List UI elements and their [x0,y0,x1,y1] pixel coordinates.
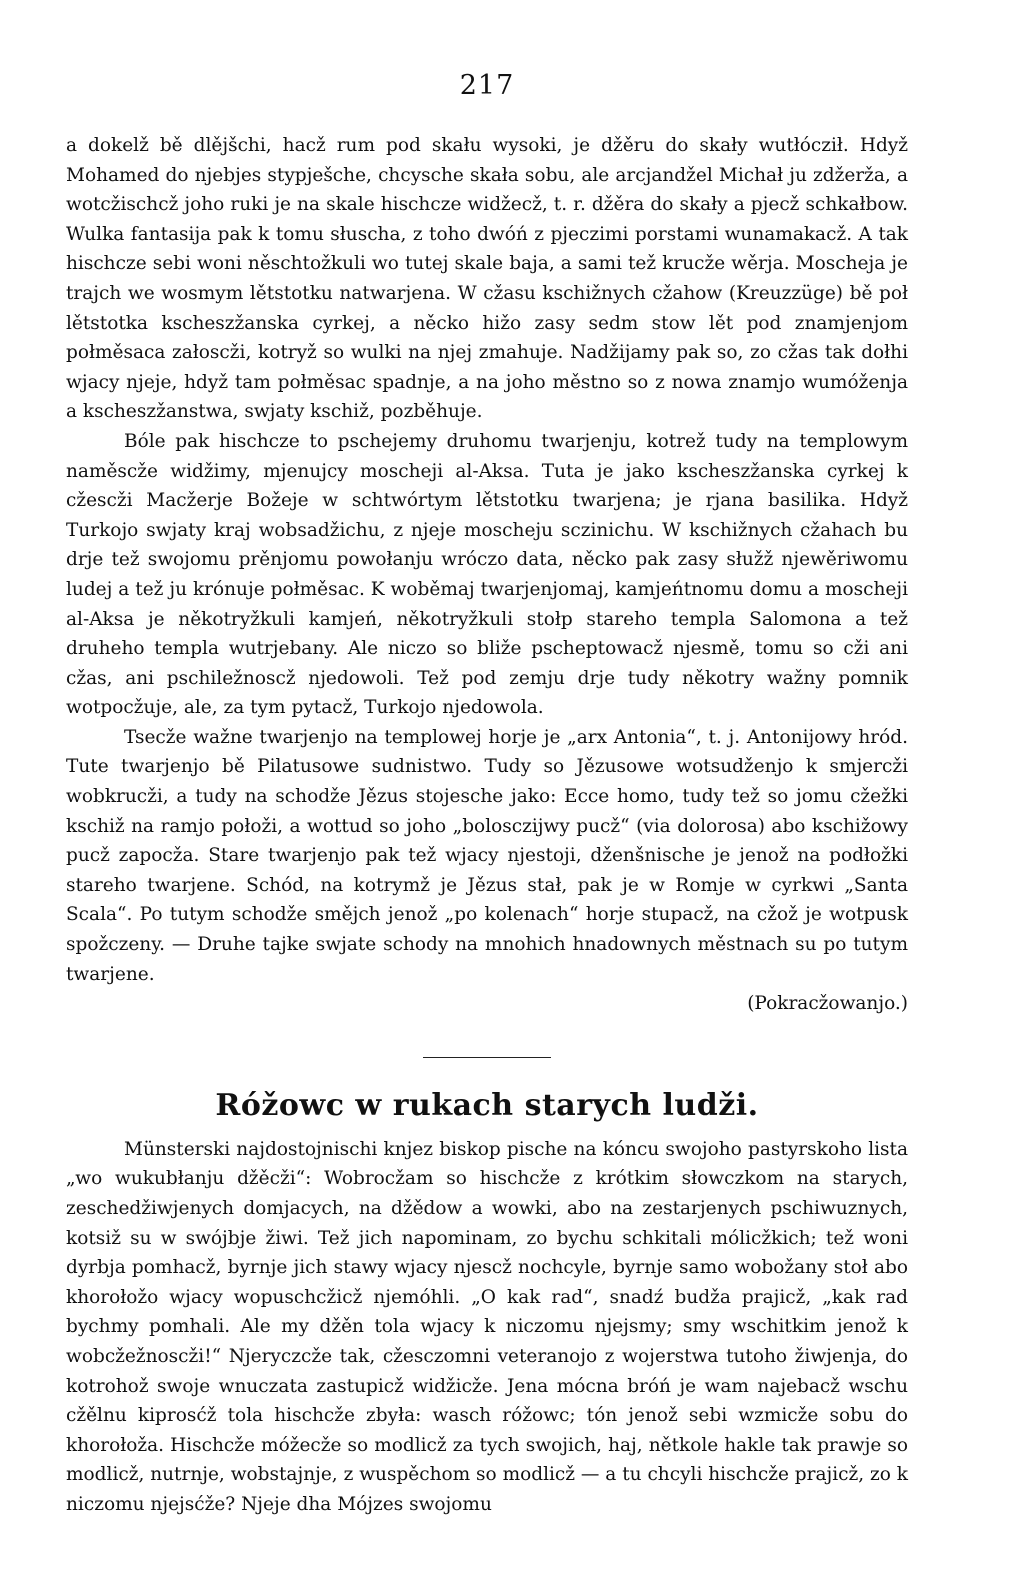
paragraph: Tsecže wažne twarjenjo na templowej horje je „arx Antonia“, t. j. Antonijowy hród. Tute twarjenjo bě Pilatusowe sudnistwo. Tudy so Jězusowe wotsudženjo k smjercži wobkrucži, a tudy na schodže Jězus stojesche jako: Ecce homo, tudy tež so jomu cžežki kschiž na ramjo połoži, a wottud so joho „bolosczijwy pucž“ (via dolorosa) abo kschižowy pucž zapocža. Stare twarjenjo pak tež wjacy njestoji, dženšnische je jenož na podłožki stareho twarjene. Schód, na kotrymž je Jězus stał, pak je w Romje w cyrkwi „Santa Scala“. Po tutym schodže smějch jenož „po kolenach“ horje stupacž, na cžož je wotpusk spožczeny. — Druhe tajke swjate schody na mnohich hnadownych městnach su po tutym twarjene. [66,726,908,985]
section-title: Róžowc w rukach starych ludži. [215,1087,759,1123]
page-number: 217 [459,70,515,101]
paragraph: Münsterski najdostojnischi knjez biskop pische na kóncu swojoho pastyrskoho lista „wo wukubłanju džěcži“: Wobrocžam so hischcže z krótkim słowczkom na starych, zeschedžiwjenych domjacych, na džědow a wowki, abo na zestarjenych pschiwuznych, kotsiž su w swójbje žiwi. Tež jich napominam, zo bychu schkitali mólicžkich; tež woni dyrbja pomhacž, byrnje jich stawy wjacy njescž nochcyle, byrnje samo wobožany stoł abo khorołožo wjacy wopuschcžicž njemóhli. „O kak rad“, snadź budža prajicž, „kak rad bychmy pomhali. Ale my džěn tola wjacy k niczomu njejsmy; smy wschitkim jenož k wobcžežnoscži!“ Njeryczcže tak, cžesczomni veteranojo z wojerstwa tutoho žiwjenja, do kotrohož swoje wnuczata zastupicž widžicže. Jena mócna bróń je wam najebacž wschu cžělnu kiprosćž tola hischcže zbyła: wasch róžowc; tón jenož sebi wzmicže sobu do khorołoža. Hischcže móžecže so modlicž za tych swojich, haj, nětkole hakle tak prawje so modlicž, nutrnje, wobstajnje, z wuspěchom so modlicž — a tu chcyli hischcže prajicž, zo k niczomu njejsćže? Njeje dha Mójzes swojomu [66,1138,908,1515]
article-body-top [66,131,908,1019]
paragraph: Bóle pak hischcze to pschejemy druhomu twarjenju, kotrež tudy na templowym naměscže widžimy, mjenujcy moscheji al-Aksa. Tuta je jako kscheszžanska cyrkej k cžescži Macžerje Božeje w schtwórtym lětstotku twarjena; je rjana basilika. Hdyž Turkojo swjaty kraj wobsadžichu, z njeje moscheju sczinichu. W kschižnych cžahach bu drje tež swojomu prěnjomu powołanju wróczo data, něcko pak zasy słužž njewěriwomu ludej a tež ju krónuje połměsac. K woběmaj twarjenjomaj, kamjeńtnomu domu a moscheji al-Aksa je někotryžkuli kamjeń, někotryžkuli stołp stareho templa Salomona a tež druheho templa wutrjebany. Ale niczo so bliže pscheptowacž njesmě, tomu so cži ani cžas, ani pschiležnoscž njedowoli. Tež pod zemju drje tudy někotry wažny pomnik wotpocžuje, ale, za tym pytacž, Turkojo njedowola. [66,430,908,719]
continuation-line [66,989,908,1019]
continuation-note: (Pokracžowanjo.) [747,993,908,1015]
document-page [66,70,908,1520]
section-separator [423,1057,551,1058]
article-body-bottom [66,1135,908,1520]
paragraph: a dokelž bě dlějšchi, hacž rum pod skału wysoki, je džěru do skały wutłócził. Hdyž Mohamed do njebjes stypješche, chcysche skała sobu, ale arcjandžel Michał ju zdžerža, a wotcžischcž joho ruki je na skale hischcze widžecž, t. r. džěra do skały a pjecž schkałbow. Wulka fantasija pak k tomu słuscha, z toho dwóń z pjeczimi porstami wunamakacž. A tak hischcze sebi woni něschtožkuli wo tutej skale baja, a sami tež krucže wěrja. Moscheja je trajch we wosmym lětstotku natwarjena. W cžasu kschižnych cžahow (Kreuzzüge) bě poł lětstotka kscheszžanska cyrkej, a něcko hižo zasy sedm stow lět pod znamjenjom połměsaca załoscži, kotryž so wulki na njej zmahuje. Nadžijamy pak so, zo cžas tak dołhi wjacy njeje, hdyž tam połměsac spadnje, a na joho městno so z nowa znamjo wumóženja a kscheszžanstwa, swjaty kschiž, pozběhuje. [66,135,908,423]
